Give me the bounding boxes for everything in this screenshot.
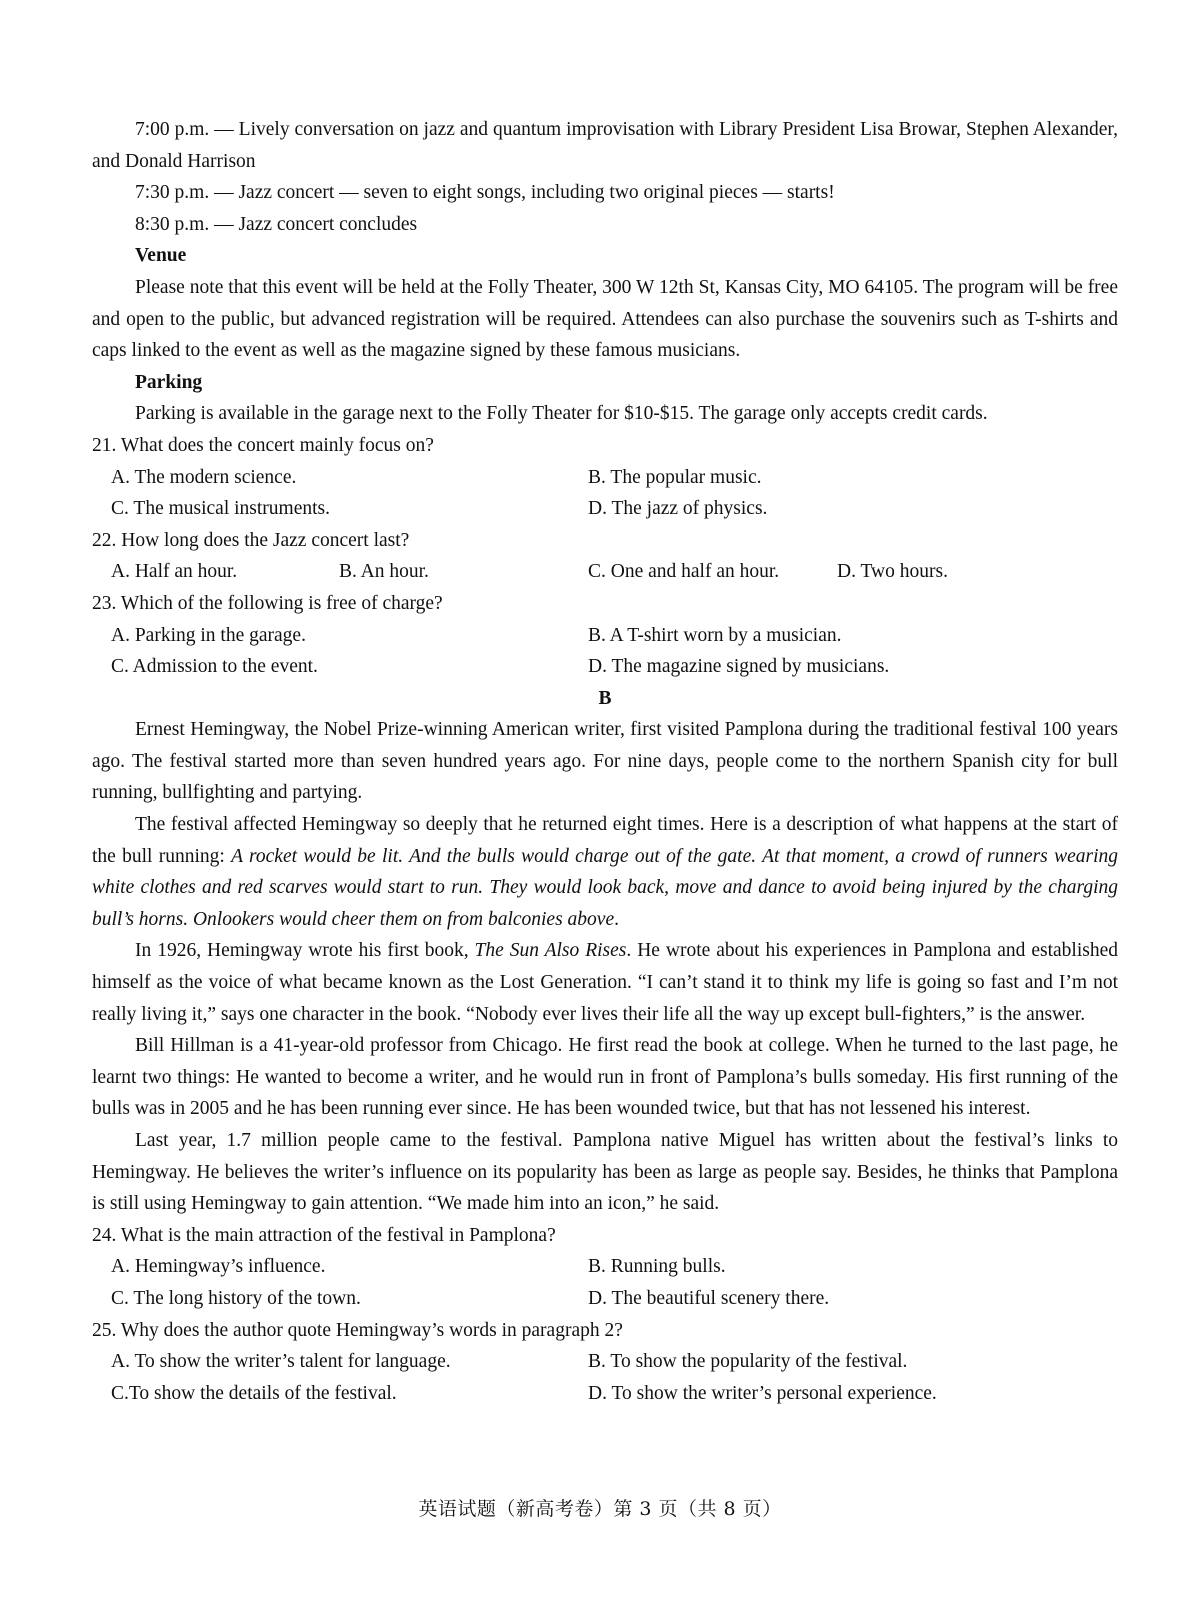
page-footer: 英语试题（新高考卷）第 3 页（共 8 页） bbox=[418, 1498, 782, 1520]
option-c: C. Admission to the event. bbox=[111, 656, 318, 678]
book-title: The Sun Also Rises bbox=[474, 940, 627, 962]
venue-heading: Venue bbox=[135, 245, 187, 267]
option-b: B. A T-shirt worn by a musician. bbox=[588, 624, 842, 646]
question-25-options-row2 bbox=[92, 1378, 1118, 1410]
question-21-options-row1 bbox=[92, 462, 1118, 494]
schedule-item-730pm: 7:30 p.m. — Jazz concert — seven to eight songs, including two original pieces — starts! bbox=[135, 182, 835, 204]
question-23: 23. Which of the following is free of charge? bbox=[92, 592, 443, 614]
passage-b-paragraph-5: Last year, 1.7 million people came to the festival. Pamplona native Miguel has written about the festival’s links to Hemingway. He believes the writer’s influence on its popularity has been as large as people say. Besides, he thinks that Pamplona is still using Hemingway to gain attention. “We made him into an icon,” he said. bbox=[92, 1130, 1118, 1215]
option-b: B. The popular music. bbox=[588, 466, 762, 488]
parking-text: Parking is available in the garage next to the Folly Theater for $10-$15. The garage only accepts credit cards. bbox=[135, 403, 988, 425]
option-a: A. Parking in the garage. bbox=[111, 624, 306, 646]
paragraph-3-lead: In 1926, Hemingway wrote his first book, bbox=[135, 940, 475, 962]
option-a: A. Hemingway’s influence. bbox=[111, 1256, 326, 1278]
option-b: B. Running bulls. bbox=[588, 1256, 726, 1278]
option-d: D. Two hours. bbox=[837, 561, 948, 583]
option-b: B. An hour. bbox=[339, 561, 429, 583]
passage-b-paragraph-2 bbox=[92, 809, 1118, 935]
option-a: A. The modern science. bbox=[111, 466, 297, 488]
option-d: D. To show the writer’s personal experience. bbox=[588, 1382, 937, 1404]
question-21: 21. What does the concert mainly focus on? bbox=[92, 434, 434, 456]
option-c: C. One and half an hour. bbox=[588, 561, 780, 583]
parking-heading: Parking bbox=[135, 371, 203, 393]
option-c: C. The long history of the town. bbox=[111, 1287, 361, 1309]
hemingway-quote: A rocket would be lit. And the bulls would charge out of the gate. At that moment, a crowd of runners wearing white clothes and red scarves would start to run. They would look back, move and dance to avoid being injured by the charging bull’s horns. Onlookers would cheer them on from balconies above bbox=[92, 845, 1118, 930]
question-22-options bbox=[92, 556, 1118, 588]
paragraph-2-end: . bbox=[614, 908, 619, 930]
venue-text: Please note that this event will be held at the Folly Theater, 300 W 12th St, Kansas City, MO 64105. The program will be free and open to the public, but advanced registration will be required. Attendees can also purchase the souvenirs such as T-shirts and caps linked to the event as well as the magazine signed by these famous musicians. bbox=[92, 276, 1118, 362]
option-d: D. The jazz of physics. bbox=[588, 498, 768, 520]
question-23-options-row2 bbox=[92, 651, 1118, 683]
question-21-options-row2 bbox=[92, 493, 1118, 525]
option-b: B. To show the popularity of the festival. bbox=[588, 1351, 908, 1373]
passage-b-paragraph-4: Bill Hillman is a 41-year-old professor from Chicago. He first read the book at college. When he turned to the last page, he learnt two things: He wanted to become a writer, and he would run in front of Pamplona’s bulls someday. His first running of the bulls was in 2005 and he has been running ever since. He has been wounded twice, but that has not lessened his interest. bbox=[92, 1035, 1118, 1120]
paragraph-2-lead: The festival affected Hemingway so deeply that he returned eight times. Here is a description of what happens at the start of the bull running: bbox=[92, 814, 1118, 867]
passage-b-paragraph-1: Ernest Hemingway, the Nobel Prize-winning American writer, first visited Pamplona during the traditional festival 100 years ago. The festival started more than seven hundred years ago. For nine days, people come to the northern Spanish city for bull running, bullfighting and partying. bbox=[92, 719, 1118, 804]
schedule-item-7pm: 7:00 p.m. — Lively conversation on jazz and quantum improvisation with Library President Lisa Browar, Stephen Alexander, and Donald Harrison bbox=[92, 119, 1118, 172]
option-c: C.To show the details of the festival. bbox=[111, 1382, 397, 1404]
paragraph-3-rest: . He wrote about his experiences in Pamplona and established himself as the voice of what became known as the Lost Generation. “I can’t stand it to think my life is going so fast and I’m not really living it,” says one character in the book. “Nobody ever lives their life all the way up except bull-fighters,” is the answer. bbox=[92, 940, 1119, 1025]
question-22: 22. How long does the Jazz concert last? bbox=[92, 529, 410, 551]
question-24-options-row2 bbox=[92, 1283, 1118, 1315]
question-24: 24. What is the main attraction of the festival in Pamplona? bbox=[92, 1224, 556, 1246]
question-23-options-row1 bbox=[92, 620, 1118, 652]
passage-b-paragraph-3 bbox=[92, 935, 1118, 1030]
option-c: C. The musical instruments. bbox=[111, 498, 330, 520]
option-a: A. Half an hour. bbox=[111, 561, 238, 583]
option-d: D. The beautiful scenery there. bbox=[588, 1287, 830, 1309]
option-d: D. The magazine signed by musicians. bbox=[588, 656, 890, 678]
question-25-options-row1 bbox=[92, 1346, 1118, 1378]
schedule-item-830pm: 8:30 p.m. — Jazz concert concludes bbox=[135, 213, 418, 235]
section-b-heading: B bbox=[598, 687, 612, 709]
exam-page bbox=[92, 114, 1118, 1409]
question-25: 25. Why does the author quote Hemingway’s words in paragraph 2? bbox=[92, 1319, 623, 1341]
question-24-options-row1 bbox=[92, 1251, 1118, 1283]
option-a: A. To show the writer’s talent for language. bbox=[111, 1351, 451, 1373]
